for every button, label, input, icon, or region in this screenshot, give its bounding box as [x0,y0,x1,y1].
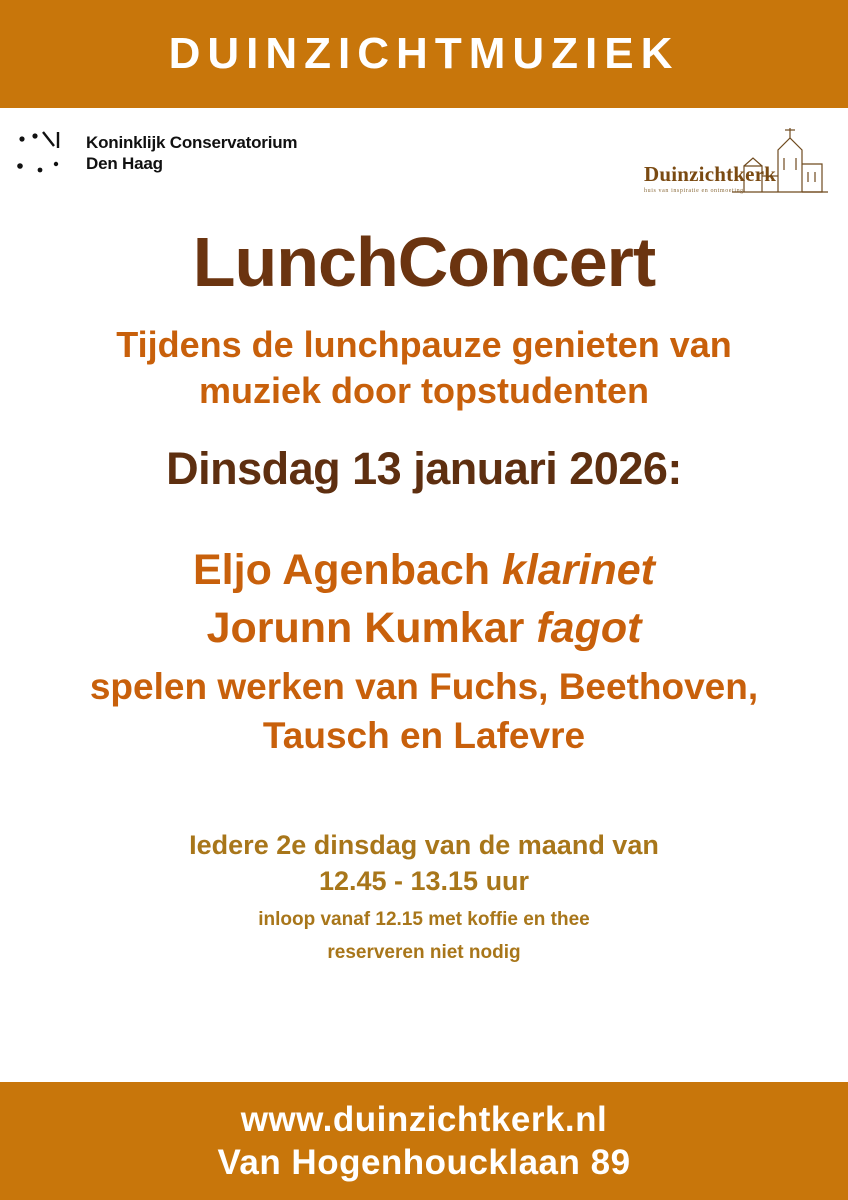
church-tagline: huis van inspiratie en ontmoeting [644,188,744,194]
schedule-doors: inloop vanaf 12.15 met koffie en thee [258,908,590,930]
website-link[interactable]: www.duinzichtkerk.nl [240,1099,608,1139]
performer-row [193,599,655,657]
footer-banner [0,1082,848,1200]
subtitle: Tijdens de lunchpauze genieten van muziek door topstudenten [116,323,732,411]
duinzichtkerk-church-drawing-icon [732,116,828,199]
schedule-frequency: Iedere 2e dinsdag van de maand van [189,829,659,860]
conservatory-name-line1: Koninklijk Conservatorium [86,133,298,153]
performer-list [193,541,655,657]
performer-instrument: fagot [536,604,642,653]
top-banner [0,0,848,108]
schedule-reservation: reserveren niet nodig [327,942,521,964]
koninklijk-conservatorium-mark-icon [10,126,72,182]
performer-name: Jorunn Kumkar [206,604,525,653]
organization-title: DUINZICHTMUZIEK [168,29,680,78]
conservatory-logo [10,126,297,182]
page-title: LunchConcert [192,223,656,301]
performer-instrument: klarinet [502,546,655,595]
performer-name: Eljo Agenbach [193,546,491,595]
church-name: Duinzichtkerk [644,162,777,186]
conservatory-name-line2: Den Haag [86,154,163,173]
poster-body [0,212,848,1082]
conservatory-name [86,133,297,174]
concert-date: Dinsdag 13 januari 2026: [166,442,682,494]
logo-strip [0,108,848,212]
program-description: spelen werken van Fuchs, Beethoven, Tausch en Lafevre [89,666,759,757]
church-logo [644,116,834,200]
performer-row [193,541,655,599]
schedule-info [189,827,659,967]
schedule-time: 12.45 - 13.15 uur [318,866,530,897]
address-line: Van Hogenhoucklaan 89 [217,1143,631,1182]
